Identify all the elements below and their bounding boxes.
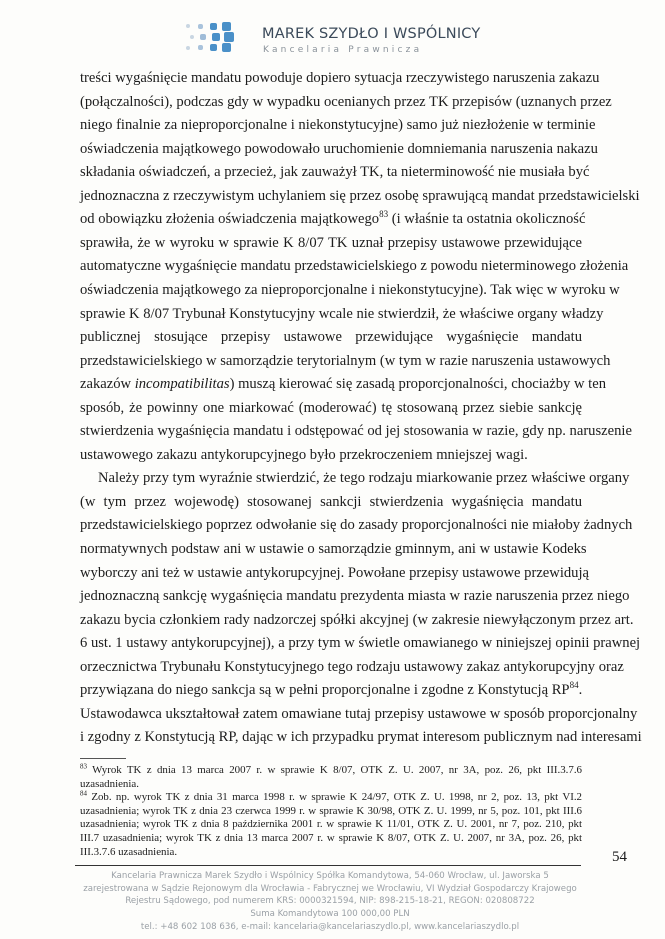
line-text: sprawiła, że w wyroku w sprawie K 8/07 TK uznał przepisy ustawowe przewidujące [80,234,582,251]
line-text: jednoznaczna z rzeczywistym uchylaniem się przez osobę sprawującą mandat przedstawicielski [80,187,640,204]
footer-rule-row [75,849,627,866]
body-line [80,186,640,206]
body-line [80,374,607,394]
body-line [80,139,598,159]
body-line [80,351,611,371]
body-line [80,515,633,535]
line-text: (i właśnie ta ostatnia okoliczność [388,211,586,228]
body-line [80,657,624,677]
footer-line: zarejestrowana w Sądzie Rejonowym dla Wrocławia - Fabrycznej we Wrocławiu, VI Wydział Gospodarczy Krajowego [83,883,577,894]
firm-name: MAREK SZYDŁO I WSPÓLNICY [262,26,481,42]
line-text: zakazów [80,376,135,393]
footnote-number: 84 [80,789,87,798]
page-bottom [75,758,627,933]
line-text: oświadczenia majątkowego powodowało uruchomienie domniemania naruszenia nakazu [80,140,598,157]
line-text: oświadczenia majątkowego za nieproporcjonalne i niekonstytucyjne). Tak więc w wyroku w [80,281,620,298]
logo-dot [190,35,194,39]
logo-dot [212,33,220,41]
body-line [80,586,630,606]
footnote [80,764,582,791]
footnote-separator [80,758,126,759]
firm-logo-icon [186,20,246,56]
footer [70,870,590,933]
body-line [80,610,634,630]
body-line [80,92,612,112]
line-text: (w tym przez wojewodę) stosowanej sankcji stwierdzenia wygaśnięcia mandatu [80,493,582,510]
footer-divider [75,865,581,866]
body-line [80,445,582,465]
line-text: 6 ust. 1 ustawy antykorupcyjnej), a przy tym w świetle omawianego w niniejszej opinii prawnej [80,635,641,652]
body-line [80,539,587,559]
footnote-reference: 84 [569,680,579,691]
line-text: składania oświadczeń, a przecież, jak zauważył TK, ta nieterminowość nie musiała być [80,164,590,181]
line-text: publicznej stosujące przepisy ustawowe przewidujące wygaśnięcie mandatu [80,329,582,346]
logo-dot [186,24,190,28]
logo-dot [224,32,234,42]
footer-line: Rejestru Sądowego, pod numerem KRS: 0000321594, NIP: 898-215-18-21, REGON: 020808722 [125,896,535,907]
line-text: Ustawodawca ukształtował zatem omawiane tutaj przepisy ustawowe w sposób proporcjonalny [80,705,638,722]
line-text: orzecznictwa Trybunału Konstytucyjnego tego rodzaju ustawowy zakaz antykorupcyjny oraz [80,658,624,675]
line-text: Należy przy tym wyraźnie stwierdzić, że tego rodzaju miarkowanie przez właściwe organy [98,470,630,487]
body-line [80,115,596,135]
body-line [80,563,589,583]
footnote-number: 83 [80,762,87,771]
line-text: ustawowego zakazu antykorupcyjnego było przekroczeniem mniejszej wagi. [80,446,528,463]
body-line [80,327,582,347]
line-text: normatywnych podstaw ani w ustawie o samorządzie gminnym, ani w ustawie Kodeks [80,541,587,557]
line-text: przywiązana do niego sankcja są w pełni proporcjonalne i zgodne z Konstytucją RP [80,682,570,699]
footnotes [75,764,581,859]
footer-line: Suma Komandytowa 100 000,00 PLN [250,908,410,919]
logo-dot [222,22,231,31]
line-text: ) muszą kierować się zasadą proporcjonalności, chociażby w ten [229,376,607,393]
line-text: i zgodny z Konstytucją RP, dając w ich przypadku prymat interesom publicznym nad interesami [80,729,642,746]
footnote-reference: 83 [379,209,389,220]
line-text: wyborczy ani też w ustawie antykorupcyjnej. Powołane przepisy ustawowe przewidują [80,564,589,581]
body-line [80,492,582,512]
page-number: 54 [612,849,627,866]
logo-dot [186,46,190,50]
logo-dot [210,23,217,30]
body-line [80,233,582,253]
logo-dot [200,34,206,40]
body-line [80,304,604,324]
footnote-text: Wyrok TK z dnia 13 marca 2007 r. w sprawie K 8/07, OTK Z. U. 2007, nr 3A, poz. 26, pkt III.3.7.6 uzasadnienia. [80,764,582,790]
line-text: . [578,682,583,699]
line-text: zakazu bycia członkiem rady nadzorczej spółki akcyjnej (w zakresie niewyłączonym przez art. [80,611,634,628]
line-text: (połączalności), podczas gdy w wypadku ocenianych przez TK przepisów (uznanych przez [80,93,612,110]
line-text: treści wygaśnięcie mandatu powoduje dopiero sytuacja rzeczywistego naruszenia zakazu [80,70,600,86]
footnote [80,791,582,859]
footer-line: Kancelaria Prawnicza Marek Szydło i Wspólnicy Spółka Komandytowa, 54-060 Wrocław, ul. Jaworska 5 [111,871,549,882]
body-line [80,256,629,276]
line-text: sposób, że powinny one miarkować (moderować) tę stosowaną przez siebie sankcję [80,399,582,416]
body-line [80,633,641,653]
body-line [80,704,638,724]
logo-dot [210,44,217,51]
line-text: stwierdzenia wygaśnięcia mandatu i odstępować od jej stosowania w razie, gdy np. naruszenie [80,423,632,440]
logo-dot [198,24,203,29]
footnote-text: Zob. np. wyrok TK z dnia 31 marca 1998 r. w sprawie K 24/97, OTK Z. U. 1998, nr 2, poz. 13, pkt VI.2 uzasadnienia; wyrok TK z dnia 23 czerwca 1999 r. w sprawie K 30/98, OTK Z. U. 1999, nr 5, poz. 101, pkt III.6 uzasadnienia; wyrok TK z dnia 8 października 2001 r. w sprawie K 11/01, OTK Z. U. 2001, nr 7, poz. 210, pkt III.7 uzasadnienia; wyrok TK z dnia 13 marca 2007 r. w sprawie K 8/07, OTK Z. U. 2007, nr 3A, poz. 26, pkt III.3.7.6 uzasadnienia. [80,791,582,858]
body-line [80,162,590,182]
firm-subtitle: Kancelaria Prawnicza [263,45,423,55]
line-text: automatyczne wygaśnięcie mandatu przedstawicielskiego z powodu nieterminowego złożenia [80,258,629,275]
body-line [80,421,632,441]
line-text: przedstawicielskiego poprzez odwołanie się do zasady proporcjonalności nie miałoby żadnych [80,517,633,534]
body-line [80,680,582,700]
line-text: przedstawicielskiego w samorządzie terytorialnym (w tym w razie naruszenia ustawowych [80,352,611,369]
body-line [80,398,582,418]
body-line [98,468,630,488]
body-line [80,68,600,88]
italic-term: incompatibilitas [134,376,230,393]
line-text: od obowiązku złożenia oświadczenia majątkowego [80,211,380,228]
logo-dot [222,43,231,52]
logo-dot [198,45,203,50]
body-line [80,209,586,229]
body-line [80,280,620,300]
body-line [80,727,642,747]
line-text: niego finalnie za nieproporcjonalne i niekonstytucyjne) samo już niezłożenie w terminie [80,117,596,134]
line-text: jednoznaczną sankcję wygaśnięcia mandatu prezydenta miasta w razie naruszenia przez niego [80,588,630,605]
line-text: sprawie K 8/07 Trybunał Konstytucyjny wcale nie stwierdził, że właściwe organy władzy [80,305,604,322]
footer-line: tel.: +48 602 108 636, e-mail: kancelaria@kancelariaszydlo.pl, www.kancelariaszydlo.pl [140,921,520,932]
